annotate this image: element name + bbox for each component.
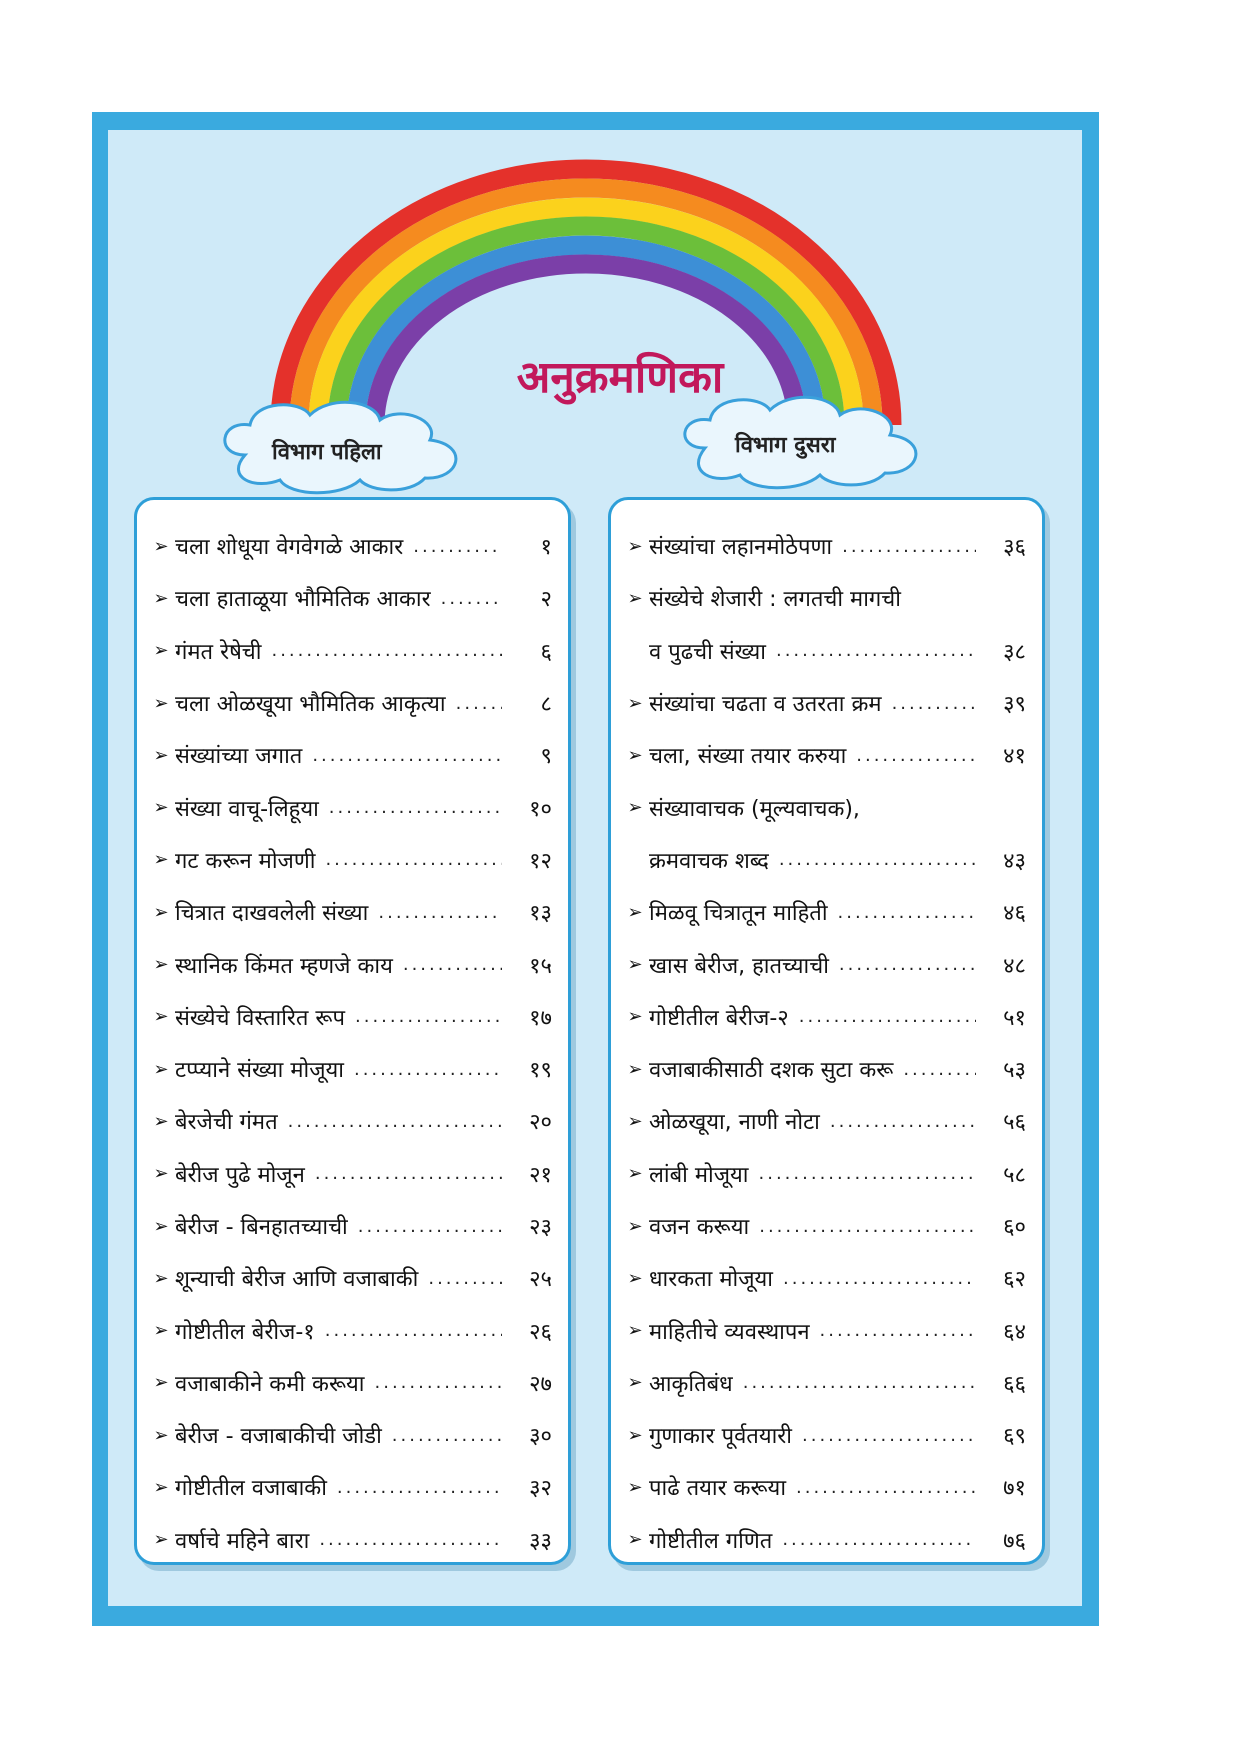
dot-leader	[779, 849, 976, 870]
dot-leader	[413, 536, 502, 557]
toc-entry[interactable]	[621, 1043, 1026, 1095]
dot-leader	[839, 954, 976, 975]
dot-leader	[358, 1216, 502, 1237]
toc-entry-title: चला हाताळूया भौमितिक आकार	[175, 587, 431, 613]
dot-leader	[820, 1320, 976, 1341]
bullet-arrow-icon: ➢	[153, 640, 169, 662]
dot-leader	[315, 1163, 502, 1184]
bullet-arrow-icon: ➢	[153, 1058, 169, 1080]
toc-entry-title: टप्प्याने संख्या मोजूया	[175, 1058, 344, 1084]
toc-entry[interactable]	[621, 572, 1026, 624]
toc-entry-page: ८	[540, 692, 552, 718]
bullet-arrow-icon: ➢	[627, 1320, 643, 1342]
toc-entry-page: २५	[529, 1267, 552, 1293]
toc-entry-title: व पुढची संख्या	[649, 639, 766, 665]
bullet-arrow-icon: ➢	[627, 1006, 643, 1028]
page-title: अनुक्रमणिका	[516, 352, 724, 403]
toc-entry[interactable]	[621, 1514, 1026, 1566]
bullet-arrow-icon: ➢	[153, 849, 169, 871]
bullet-arrow-icon: ➢	[153, 1476, 169, 1498]
bullet-arrow-icon: ➢	[153, 587, 169, 609]
dot-leader	[856, 745, 976, 766]
dot-leader	[325, 849, 502, 870]
toc-entry-title: धारकता मोजूया	[649, 1267, 773, 1293]
toc-entry[interactable]	[621, 1095, 1026, 1147]
dot-leader	[796, 1477, 976, 1498]
toc-entry-title: गोष्टीतील गणित	[649, 1528, 773, 1554]
dot-leader	[830, 1111, 976, 1132]
toc-entry[interactable]	[621, 834, 1026, 886]
dot-leader	[782, 1529, 976, 1550]
toc-entry-page: ४८	[1003, 953, 1026, 979]
toc-entry-title: वजाबाकीसाठी दशक सुटा करू	[649, 1058, 894, 1084]
toc-entry-title: खास बेरीज, हातच्याची	[649, 953, 829, 979]
dot-leader	[743, 1372, 976, 1393]
toc-entry-title: गुणाकार पूर्वतयारी	[649, 1424, 792, 1450]
toc-entry-page: १७	[529, 1005, 552, 1031]
toc-entry[interactable]	[147, 520, 552, 572]
bullet-arrow-icon: ➢	[153, 692, 169, 714]
bullet-arrow-icon: ➢	[153, 1006, 169, 1028]
dot-leader	[403, 954, 502, 975]
dot-leader	[799, 1006, 976, 1027]
toc-entry-page: ३२	[529, 1476, 552, 1502]
toc-entry-title: मिळवू चित्रातून माहिती	[649, 901, 828, 927]
bullet-arrow-icon: ➢	[153, 1424, 169, 1446]
toc-entry-page: २०	[529, 1110, 552, 1136]
toc-entry[interactable]	[147, 572, 552, 624]
dot-leader	[838, 902, 976, 923]
bullet-arrow-icon: ➢	[153, 744, 169, 766]
section-two-panel	[608, 497, 1045, 1565]
toc-entry[interactable]	[621, 1252, 1026, 1304]
toc-entry-page: ६४	[1003, 1319, 1026, 1345]
dot-leader	[776, 640, 976, 661]
toc-entry[interactable]	[147, 1095, 552, 1147]
toc-entry-page: २७	[529, 1371, 552, 1397]
toc-entry-title: वजाबाकीने कमी करूया	[175, 1371, 365, 1397]
toc-entry-page: १०	[529, 796, 552, 822]
bullet-arrow-icon: ➢	[153, 535, 169, 557]
toc-entry-page: १३	[529, 901, 552, 927]
toc-entry-page: ४१	[1003, 744, 1026, 770]
bullet-arrow-icon: ➢	[153, 1529, 169, 1551]
toc-entry[interactable]	[621, 1461, 1026, 1513]
toc-entry[interactable]	[621, 1409, 1026, 1461]
dot-leader	[325, 1320, 502, 1341]
dot-leader	[354, 1059, 502, 1080]
toc-entry[interactable]	[621, 1304, 1026, 1356]
dot-leader	[392, 1425, 502, 1446]
bullet-arrow-icon: ➢	[627, 1163, 643, 1185]
toc-entry-page: ६०	[1003, 1215, 1026, 1240]
toc-entry-title: लांबी मोजूया	[649, 1162, 749, 1188]
dot-leader	[337, 1477, 502, 1498]
toc-entry-page: १२	[529, 848, 552, 874]
bullet-arrow-icon: ➢	[627, 1476, 643, 1498]
toc-entry-title: वजन करूया	[649, 1215, 750, 1240]
section-one-label: विभाग पहिला	[272, 439, 382, 465]
toc-entry-title: चला, संख्या तयार करुया	[649, 744, 847, 770]
toc-entry[interactable]	[147, 677, 552, 729]
dot-leader	[329, 797, 502, 818]
toc-entry[interactable]	[147, 938, 552, 990]
section-one-panel	[134, 497, 571, 1565]
dot-leader	[312, 745, 502, 766]
toc-entry[interactable]	[147, 1043, 552, 1095]
toc-entry-title: संख्येचे शेजारी : लगतची मागची	[649, 587, 901, 613]
toc-entry-page: ९	[540, 744, 552, 770]
dot-leader	[783, 1268, 976, 1289]
dot-leader	[375, 1372, 502, 1393]
toc-entry-title: क्रमवाचक शब्द	[649, 848, 769, 874]
dot-leader	[802, 1425, 976, 1446]
toc-entry-page: ३६	[1003, 535, 1026, 561]
toc-entry-page: ३९	[1003, 692, 1026, 718]
toc-entry-title: बेरीज पुढे मोजून	[175, 1162, 305, 1188]
dot-leader	[378, 902, 502, 923]
bullet-arrow-icon: ➢	[153, 1163, 169, 1185]
bullet-arrow-icon: ➢	[627, 797, 643, 819]
toc-entry-title: माहितीचे व्यवस्थापन	[649, 1319, 810, 1345]
toc-entry-page: ७६	[1003, 1528, 1026, 1554]
bullet-arrow-icon: ➢	[627, 587, 643, 609]
toc-entry[interactable]	[621, 1357, 1026, 1409]
bullet-arrow-icon: ➢	[153, 954, 169, 976]
bullet-arrow-icon: ➢	[627, 1215, 643, 1237]
toc-entry[interactable]	[147, 1409, 552, 1461]
toc-entry-title: चला शोधूया वेगवेगळे आकार	[175, 535, 404, 561]
toc-entry-page: २६	[529, 1319, 552, 1345]
toc-entry[interactable]	[621, 677, 1026, 729]
toc-entry-title: चित्रात दाखवलेली संख्या	[175, 901, 369, 927]
toc-entry-title: संख्या वाचू-लिहूया	[175, 796, 319, 822]
bullet-arrow-icon: ➢	[627, 1424, 643, 1446]
toc-entry-page: ४६	[1003, 901, 1026, 927]
toc-entry[interactable]	[147, 1514, 552, 1566]
dot-leader	[428, 1268, 502, 1289]
toc-entry[interactable]	[147, 991, 552, 1043]
dot-leader	[759, 1163, 976, 1184]
bullet-arrow-icon: ➢	[627, 1529, 643, 1551]
bullet-arrow-icon: ➢	[153, 797, 169, 819]
dot-leader	[842, 536, 976, 557]
toc-entry-title: संख्यांच्या जगात	[175, 744, 303, 770]
toc-entry[interactable]	[147, 1148, 552, 1200]
bullet-arrow-icon: ➢	[627, 1267, 643, 1289]
bullet-arrow-icon: ➢	[627, 535, 643, 557]
dot-leader	[456, 693, 502, 714]
dot-leader	[441, 588, 502, 609]
toc-entry-title: संख्यांचा लहानमोठेपणा	[649, 535, 833, 561]
bullet-arrow-icon: ➢	[627, 744, 643, 766]
toc-entry-page: २१	[529, 1162, 552, 1188]
toc-entry-title: ओळखूया, नाणी नोटा	[649, 1110, 820, 1136]
toc-entry[interactable]	[621, 729, 1026, 781]
toc-entry[interactable]	[621, 781, 1026, 833]
toc-entry-title: आकृतिबंध	[649, 1371, 733, 1397]
section-two-list	[611, 500, 1042, 1566]
toc-entry[interactable]	[147, 1357, 552, 1409]
toc-entry[interactable]	[147, 1304, 552, 1356]
dot-leader	[319, 1529, 502, 1550]
toc-entry-title: गोष्टीतील बेरीज-१	[175, 1319, 315, 1345]
toc-entry-page: ४३	[1003, 848, 1026, 874]
bullet-arrow-icon: ➢	[627, 901, 643, 923]
toc-entry-page: ५१	[1003, 1005, 1026, 1031]
toc-entry[interactable]	[621, 886, 1026, 938]
toc-entry-page: ५३	[1003, 1058, 1026, 1084]
toc-entry[interactable]	[147, 834, 552, 886]
toc-entry-page: ५८	[1003, 1162, 1026, 1188]
toc-entry[interactable]	[147, 1252, 552, 1304]
toc-entry-page: ३३	[529, 1528, 552, 1554]
toc-entry-page: ६	[540, 639, 552, 665]
section-one-list	[137, 500, 568, 1566]
toc-entry-title: संख्यावाचक (मूल्यवाचक),	[649, 796, 860, 822]
bullet-arrow-icon: ➢	[627, 1058, 643, 1080]
dot-leader	[903, 1059, 976, 1080]
dot-leader	[892, 693, 976, 714]
toc-entry-page: ७१	[1003, 1476, 1026, 1502]
toc-entry[interactable]	[147, 781, 552, 833]
toc-entry-title: संख्येचे विस्तारित रूप	[175, 1005, 346, 1031]
bullet-arrow-icon: ➢	[153, 901, 169, 923]
toc-entry-title: बेरजेची गंमत	[175, 1110, 278, 1136]
toc-entry-title: स्थानिक किंमत म्हणजे काय	[175, 953, 393, 979]
bullet-arrow-icon: ➢	[153, 1267, 169, 1289]
bullet-arrow-icon: ➢	[153, 1215, 169, 1237]
toc-entry-page: ३०	[529, 1424, 552, 1450]
dot-leader	[288, 1111, 502, 1132]
toc-entry-title: गट करून मोजणी	[175, 848, 316, 874]
toc-entry[interactable]	[621, 938, 1026, 990]
toc-entry-page: ३८	[1003, 639, 1026, 665]
toc-entry-title: वर्षाचे महिने बारा	[175, 1528, 310, 1554]
toc-entry-title: संख्यांचा चढता व उतरता क्रम	[649, 692, 882, 718]
bullet-arrow-icon: ➢	[153, 1110, 169, 1132]
toc-entry[interactable]	[147, 886, 552, 938]
toc-entry[interactable]	[621, 991, 1026, 1043]
toc-entry-page: १९	[529, 1058, 552, 1084]
toc-entry-page: ६९	[1003, 1424, 1026, 1450]
bullet-arrow-icon: ➢	[627, 1372, 643, 1394]
dot-leader	[355, 1006, 502, 1027]
toc-entry-title: चला ओळखूया भौमितिक आकृत्या	[175, 692, 446, 718]
bullet-arrow-icon: ➢	[153, 1320, 169, 1342]
toc-entry-title: बेरीज - वजाबाकीची जोडी	[175, 1424, 382, 1450]
toc-entry-title: बेरीज - बिनहातच्याची	[175, 1215, 348, 1240]
toc-entry[interactable]	[147, 1461, 552, 1513]
bullet-arrow-icon: ➢	[627, 954, 643, 976]
toc-entry-title: गोष्टीतील बेरीज-२	[649, 1005, 789, 1031]
toc-entry-page: २३	[529, 1215, 552, 1240]
toc-entry-page: १	[540, 535, 552, 561]
toc-entry[interactable]	[621, 1200, 1026, 1252]
bullet-arrow-icon: ➢	[153, 1372, 169, 1394]
toc-entry-page: ६६	[1003, 1371, 1026, 1397]
toc-entry[interactable]	[621, 625, 1026, 677]
bullet-arrow-icon: ➢	[627, 692, 643, 714]
toc-entry-page: ६२	[1003, 1267, 1026, 1293]
toc-entry-title: पाढे तयार करूया	[649, 1476, 787, 1502]
toc-entry-title: शून्याची बेरीज आणि वजाबाकी	[175, 1267, 419, 1293]
dot-leader	[759, 1216, 976, 1237]
toc-entry-title: गंमत रेषेची	[175, 639, 262, 665]
bullet-arrow-icon: ➢	[627, 1110, 643, 1132]
toc-entry[interactable]	[147, 625, 552, 677]
section-two-label: विभाग दुसरा	[735, 432, 836, 458]
toc-entry-page: ५६	[1003, 1110, 1026, 1136]
toc-entry[interactable]	[147, 729, 552, 781]
toc-entry[interactable]	[147, 1200, 552, 1252]
toc-entry-page: १५	[529, 953, 552, 979]
toc-entry[interactable]	[621, 1148, 1026, 1200]
toc-entry[interactable]	[621, 520, 1026, 572]
dot-leader	[271, 640, 502, 661]
toc-entry-title: गोष्टीतील वजाबाकी	[175, 1476, 327, 1502]
toc-entry-page: २	[540, 587, 552, 613]
